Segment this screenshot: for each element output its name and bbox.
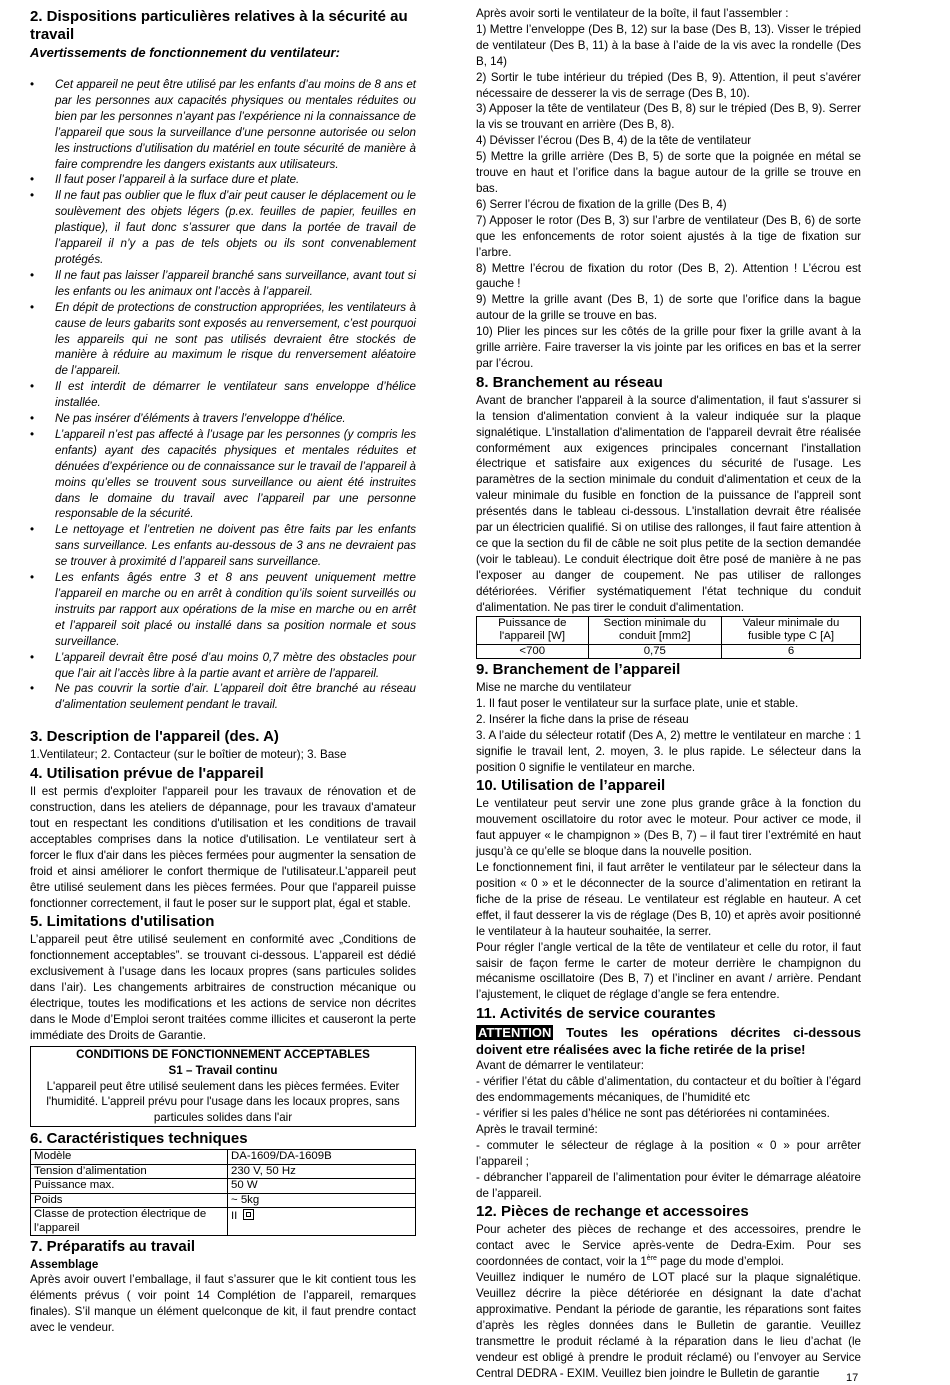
section-12-text: Pour acheter des pièces de rechange et des accessoires, prendre le contact avec le Service après-vente de Dedra-Exim. Pour ses coordonnées de contact, voir la 1	[476, 1223, 861, 1269]
section-4-title: 4. Utilisation prévue de l'appareil	[30, 765, 264, 783]
table-header: Puissance de l'appareil [W]	[477, 616, 589, 644]
section-12-text: page du mode d’emploi.	[656, 1255, 784, 1269]
table-cell: <700	[477, 644, 589, 659]
section-8-text: Avant de brancher l'appareil à la source d'alimentation, il faut s'assurer si la tension d'alimentation convient à la valeur indiquée sur la plaque signalétique. L'installation d'alimentation de l'appareil devrait être réalisée conformément aux exigences principales concernant l'installation électrique et satisfaire aux exigences du sécurité de l'usage. Les paramètres de la section minimale du conduit d'alimentation et ceux de la valeur minimale du fusible en fonction de la puissance de l'appreil sont présentés dans le tableau ci-dessous. L'installation devrait être réalisée par un électricien qualifié. Si on utilise des rallonges, il faut faire attention à ce que la section du fil de câble ne soit plus petite de la section demandée (voir le tableau). Le conduit électrique doit être posé de manière à ne pas l'exposer au danger de coupement. Ne pas utiliser de rallonges détériorées. Vérifier systématiquement l'état technique du conduit d'alimentation. Ne pas tirer le conduit d'alimentation.	[476, 393, 861, 614]
section-5-title: 5. Limitations d'utilisation	[30, 913, 215, 931]
page-number: 17	[846, 1372, 859, 1384]
table-cell: 230 V, 50 Hz	[228, 1164, 416, 1179]
section-12-title: 12. Pièces de rechange et accessoires	[476, 1203, 749, 1221]
section-3-text: 1.Ventilateur; 2. Contacteur (sur le boîtier de moteur); 3. Base	[30, 748, 347, 762]
table-header: Section minimale du conduit [mm2]	[588, 616, 722, 644]
section-4-text: Il est permis d'exploiter l'appareil pour les travaux de rénovation et de construction, dans les ateliers de dépannage, pour les travaux d'amateur tout en respectant les conditions d'utilisation et les conditions de travail acceptables comprises dans la notice d'utilisation. Le ventilateur sert à forcer le flux d'air dans les pièces fermées pour augmenter la sensation de froid et ainsi améliorer le confort thermique de l'utilisateur.L'appareil peut être utilisé seulement dans les pièces fermées. Pour que l'appareil puisse fonctionner correctement, il faut le poser sur le support plat, égal et stable.	[30, 785, 416, 910]
conditions-box-text: L'appareil peut être utilisé seulement dans les pièces fermées. Eviter l'humidité. L'appreil prévu pour l'usage dans les locaux propres, sans particules solides dans l'air	[46, 1079, 400, 1125]
table-cell: Modèle	[31, 1150, 228, 1165]
section-2-title: 2. Dispositions particulières relatives à la sécurité au travail	[30, 8, 408, 43]
conditions-box-subtitle: S1 – Travail continu	[168, 1063, 278, 1077]
service-warning-text: Toutes les opérations décrites ci-dessous doivent etre réalisées avec la fiche retirée de la prise!	[476, 1025, 861, 1058]
list-item: • Ne pas couvrir la sortie d’air. L’appareil doit être branché au réseau d’alimentation seulement pendant le travail.	[30, 681, 416, 713]
safety-warnings-list	[30, 77, 416, 713]
assembly-step: 1) Mettre l’enveloppe (Des B, 12) sur la base (Des B, 13). Visser le trépied de ventilateur (Des B, 11) à la base à l’aide de la vis avec la rondelle (Des B, 14)	[476, 22, 861, 68]
list-item: • Le nettoyage et l’entretien ne doivent pas être faits par les enfants sans surveillance. Les enfants au-dessous de 3 ans ne devraient pas se trouver à proximité d l’appareil sans surveillance.	[30, 522, 416, 570]
list-item: • L’appareil n’est pas affecté à l’usage par les personnes (y compris les enfants) ayant des capacités physiques et mentales réduites et dénuées d’expérience ou de connaissance sur le travail de l’appareil à moins qu’elles se trouvent sous surveillance ou aient été instruites dans le domaine du travail avec l’appareil par une personne responsable de la sécurité.	[30, 427, 416, 522]
table-header-row	[477, 616, 861, 644]
section-9-line: 1. Il faut poser le ventilateur sur la surface plate, unie et stable.	[476, 696, 799, 710]
table-cell: 50 W	[228, 1179, 416, 1194]
section-9-line: Mise ne marche du ventilateur	[476, 681, 632, 695]
section-10-paragraph: Pour régler l’angle vertical de la tête de ventilateur et celle du rotor, il faut saisir de façon ferme le carter de moteur derrière le champignon du mécanisme oscillatoire (Des B, 7) et l’incliner en avant / arrière. Pendant l’ajustement, le cliquet de réglage d’angle se fera entendre.	[476, 940, 861, 1002]
section-12-paragraph	[476, 1222, 861, 1270]
assembly-step: 8) Mettre l’écrou de fixation du rotor (Des B, 2). Attention ! L’écrou est gauche !	[476, 261, 861, 291]
double-insulation-icon	[243, 1209, 254, 1220]
right-column	[476, 6, 861, 1381]
assembly-step: 4) Dévisser l’écrou (Des B, 4) de la tête de ventilateur	[476, 134, 752, 148]
section-11-line: - vérifier l’état du câble d’alimentation, du contacteur et du boîtier à l’égard des endommagements mécaniques, de l’humidité etc	[476, 1075, 861, 1105]
assembly-subtitle: Assemblage	[30, 1258, 99, 1272]
section-10-title: 10. Utilisation de l’appareil	[476, 777, 666, 795]
specs-table	[30, 1149, 416, 1236]
section-10-paragraph: Le ventilateur peut servir une zone plus grande grâce à la fonction du mouvement oscillatoire du rotor avec le moteur. Pour activer ce mode, il faut appuyer « le champignon » (Des B, 7) – il faut tirer l’extrémité en haut jusqu’à ce qu’elle se bloque dans la nouvelle position.	[476, 797, 861, 859]
conditions-box-title: CONDITIONS DE FONCTIONNEMENT ACCEPTABLES	[76, 1047, 370, 1061]
service-warning	[476, 1024, 861, 1058]
section-6-title: 6. Caractéristiques techniques	[30, 1130, 248, 1148]
list-item: • Il ne faut pas laisser l’appareil branché sans surveillance, avant tout si les enfants ou les animaux ont l’accès à l’appareil.	[30, 268, 416, 300]
assembly-step: 10) Plier les pinces sur les côtés de la grille pour fixer la grille avant à la grille arrière. Faire traverser la vis jointe par les orifices en bas et la serrer par l’écrou.	[476, 325, 861, 370]
assembly-step: 6) Serrer l’écrou de fixation de la grille (Des B, 4)	[476, 197, 727, 211]
superscript: ère	[646, 1255, 657, 1263]
table-row	[31, 1193, 416, 1208]
section-11-title: 11. Activités de service courantes	[476, 1005, 716, 1023]
table-row	[31, 1179, 416, 1194]
power-cable-table	[476, 616, 861, 660]
section-10-paragraph: Le fonctionnement fini, il faut arrêter le ventilateur par le sélecteur dans la position « 0 » et le déconnecter de la source d’alimentation en retirant la fiche de la prise de réseau. Le ventilateur est réglable en hauteur. A cet effet, il faut desserer la vis de réglage (Des B, 10) et après avoir positionné le ventilateur à la hauteur souhaitée, la serrer.	[476, 861, 861, 938]
list-item: • Il faut poser l’appareil à la surface dure et plate.	[30, 172, 416, 188]
list-item: • Cet appareil ne peut être utilisé par les enfants d’au moins de 8 ans et par les personnes aux capacités physiques ou mentales réduites ou bien par les personnes n’ayant pas l’expérience ni la connaissance de l’appareil que sous la surveillance d’une personne autorisée ou selon les instructions d’utilisation du matériel en toute sécurité de manière à faire comprendre les dangers existants aux utilisateurs.	[30, 77, 416, 172]
section-2-subtitle: Avertissements de fonctionnement du ventilateur:	[30, 45, 340, 60]
section-9-line: 2. Insérer la fiche dans la prise de réseau	[476, 712, 689, 726]
section-7-title: 7. Préparatifs au travail	[30, 1238, 196, 1256]
list-item: • Les enfants âgés entre 3 et 8 ans peuvent uniquement mettre l’appareil en marche ou en arrêt à condition qu’ils soient surveillés ou instruits par rapport aux opérations de la mise en marche ou en arrêt et l’appareil soit placé ou installé dans sa position normale et sous surveillance.	[30, 570, 416, 650]
list-item: • Il ne faut pas oublier que le flux d’air peut causer le déplacement ou le soulèvement des objets légers (p.ex. feuilles de papier, feuilles en plastique), il faut donc s’assurer que dans la portée de travail de l’appareil il n’y a pas de tels objets ou ils sont convenablement protégés.	[30, 188, 416, 268]
table-cell: ~ 5kg	[228, 1193, 416, 1208]
list-item: • Il est interdit de démarrer le ventilateur sans enveloppe d’hélice installée.	[30, 379, 416, 411]
assembly-step: 3) Apposer la tête de ventilateur (Des B, 8) sur le trépied (Des B, 9). Serrer la vis se trouvant en arrière (Des B, 8).	[476, 102, 861, 132]
section-5-text: L’appareil peut être utilisé seulement en conformité avec „Conditions de fonctionnement acceptables”. se trouvant ci-dessous. L’appareil est dédié exclusivement à l’usage dans les locaux propres (sans particules solides dans l’air). Les changements arbitraires de construction mécanique ou électrique, toutes les modifications et les actions de service non décrites dans le Mode d’Emploi seront traitées comme illicites et causeront la perte immédiate des Droits de Garantie.	[30, 933, 416, 1042]
section-9-title: 9. Branchement de l’appareil	[476, 661, 681, 679]
table-cell	[228, 1208, 416, 1236]
assembly-step: Après avoir sorti le ventilateur de la boîte, il faut l’assembler :	[476, 7, 789, 20]
list-item: • Ne pas insérer d’éléments à travers l’enveloppe d’hélice.	[30, 411, 416, 427]
table-cell: 0,75	[588, 644, 722, 659]
section-7-text: Après avoir ouvert l’emballage, il faut s’assurer que le kit contient tous les éléments prévus ( voir point 14 Complétion de l’appareil, remarques finales). S’il manque un élément quelconque de kit, il faut prendre contact avec le vendeur.	[30, 1273, 416, 1334]
attention-badge: ATTENTION	[478, 1025, 552, 1041]
section-12-paragraph: Veuillez indiquer le numéro de LOT placé sur la plaque signalétique. Veuillez décrire la pièce détériorée en désignant la date d’achat approximative. Pendant la période de garantie, les réparations sont faites d’après les règles données dans le Bulletin de garantie. Veuillez transmettre le produit réclamé à la réparation dans le lieu d’achat (le vendeur est obligé à prendre le produit réclamé) ou l’envoyer au Service Central DEDRA - EXIM. Veuillez bien joindre le Bulletin de garantie	[476, 1271, 861, 1380]
section-11-line: Après le travail terminé:	[476, 1122, 598, 1136]
protection-class-value: II	[231, 1210, 238, 1223]
table-cell: Poids	[31, 1193, 228, 1208]
table-row	[31, 1164, 416, 1179]
section-11-line: - vérifier si les pales d’hélice ne sont pas détériorées ni contaminées.	[476, 1106, 830, 1120]
assembly-step: 7) Apposer le rotor (Des B, 3) sur l’arbre de ventilateur (Des B, 6) de sorte que les enfoncements de rotor soient ajustés à la tige de fixation sur l’arbre.	[476, 213, 861, 259]
table-row	[31, 1150, 416, 1165]
table-cell: Puissance max.	[31, 1179, 228, 1194]
conditions-box	[30, 1046, 416, 1128]
section-9-line: 3. A l’aide du sélecteur rotatif (Des A, 2) mettre le ventilateur en marche : 1 signifie le travail lent, 2. moyen, 3. le plus rapide. Le sélecteur dans la position 0 signifie le ventilateur en marche.	[476, 728, 861, 774]
assembly-step: 9) Mettre la grille avant (Des B, 1) de sorte que l’orifice dans la bague autour de la grille se trouve en bas.	[476, 293, 861, 323]
section-8-title: 8. Branchement au réseau	[476, 373, 663, 391]
section-11-line: - débrancher l’appareil de l’alimentation pour éviter le démarrage aléatoire de l’appareil.	[476, 1170, 861, 1200]
list-item: • L’appareil devrait être posé d’au moins 0,7 mètre des obstacles pour que l’air ait l’accès libre à la partie avant et arrière de l’appareil.	[30, 650, 416, 682]
table-cell: 6	[722, 644, 861, 659]
table-cell: DA-1609/DA-1609B	[228, 1150, 416, 1165]
assembly-step: 2) Sortir le tube intérieur du trépied (Des B, 9). Attention, il peut s’avérer nécessaire de desserer la vis de serrage (Des B, 10).	[476, 70, 861, 100]
table-header: Valeur minimale du fusible type C [A]	[722, 616, 861, 644]
table-row	[31, 1208, 416, 1236]
list-item: • En dépit de protections de construction appropriées, les ventilateurs à cause de leurs gabarits sont exposés au renversement, c’est pourquoi les appareils qui ne sont pas utilisés devraient être stockés de manière à réduire au maximum le risque du renversement aléatoire de l’appareil.	[30, 300, 416, 380]
table-cell: Classe de protection électrique de l’appareil	[31, 1208, 228, 1236]
left-column	[30, 6, 416, 1336]
table-row	[477, 644, 861, 659]
section-11-line: - commuter le sélecteur de réglage à la position « 0 » pour arrêter l’appareil ;	[476, 1138, 861, 1168]
section-11-line: Avant de démarrer le ventilateur:	[476, 1059, 644, 1073]
section-3-title: 3. Description de l'appareil (des. A)	[30, 728, 279, 746]
assembly-step: 5) Mettre la grille arrière (Des B, 5) de sorte que la poignée en métal se trouve en haut et l’orifice dans la bague autour de la grille se trouve en bas.	[476, 150, 861, 195]
table-cell: Tension d’alimentation	[31, 1164, 228, 1179]
